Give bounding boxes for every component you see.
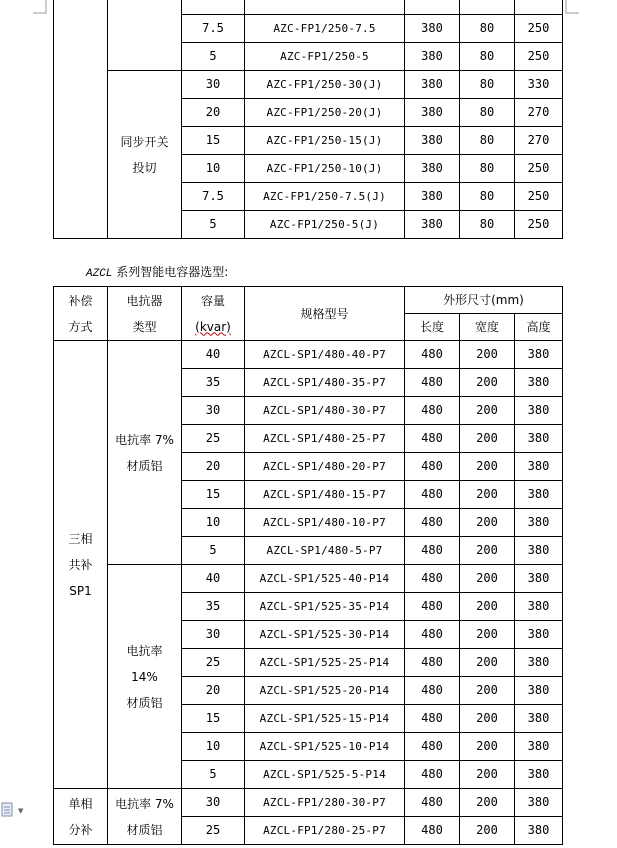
capacity-cell: 30 <box>182 71 245 99</box>
comp-mode-three-phase <box>54 341 108 789</box>
header-text: 补偿 <box>68 293 93 308</box>
capacity-cell: 40 <box>182 341 245 369</box>
length-cell: 380 <box>405 71 460 99</box>
model-cell: AZCL-SP1/525-20-P14 <box>245 677 405 705</box>
width-cell: 200 <box>460 341 515 369</box>
length-cell: 380 <box>405 127 460 155</box>
group-label-line: 同步开关 <box>120 134 169 149</box>
width-cell: 200 <box>460 509 515 537</box>
model-cell: AZCL-SP1/525-25-P14 <box>245 649 405 677</box>
reactor-line: 电抗率 7% <box>115 796 174 811</box>
model-cell: AZCL-SP1/525-30-P14 <box>245 621 405 649</box>
model-cell: AZCL-SP1/480-35-P7 <box>245 369 405 397</box>
length-cell: 480 <box>405 789 460 817</box>
capacity-cell: 5 <box>182 761 245 789</box>
height-cell: 270 <box>515 99 563 127</box>
model-cell: AZCL-SP1/480-40-P7 <box>245 341 405 369</box>
model-cell: AZCL-SP1/525-15-P14 <box>245 705 405 733</box>
height-cell: 380 <box>515 509 563 537</box>
model-cell: AZC-FP1/250-30(J) <box>245 71 405 99</box>
width-cell: 200 <box>460 481 515 509</box>
length-cell: 480 <box>405 677 460 705</box>
header-row <box>54 287 563 314</box>
reactor-line: 材质铝 <box>126 822 163 837</box>
capacity-cell: 40 <box>182 565 245 593</box>
reactor-line: 电抗率 <box>126 643 163 658</box>
header-text: 容量 <box>200 293 225 308</box>
model-cell: AZCL-SP1/480-15-P7 <box>245 481 405 509</box>
table-caption <box>86 263 228 280</box>
reactor-line: 14% <box>131 669 158 684</box>
caption-text: 系列智能电容器选型: <box>112 265 229 279</box>
length-cell: 480 <box>405 537 460 565</box>
width-cell: 200 <box>460 425 515 453</box>
model-cell: AZCL-SP1/480-10-P7 <box>245 509 405 537</box>
height-cell: 380 <box>515 425 563 453</box>
length-cell: 380 <box>405 155 460 183</box>
header-text: 电抗器 <box>126 293 163 308</box>
width-cell: 80 <box>460 15 515 43</box>
length-cell: 380 <box>405 183 460 211</box>
length-cell: 480 <box>405 425 460 453</box>
width-cell: 200 <box>460 817 515 845</box>
width-cell: 80 <box>460 183 515 211</box>
width-cell: 80 <box>460 211 515 239</box>
height-cell: 380 <box>515 537 563 565</box>
length-cell: 480 <box>405 761 460 789</box>
height-cell: 380 <box>515 397 563 425</box>
capacity-cell: 20 <box>182 99 245 127</box>
width-cell: 200 <box>460 649 515 677</box>
comp-mode-cell <box>54 0 108 239</box>
header-text: 类型 <box>132 319 157 334</box>
capacity-cell: 20 <box>182 677 245 705</box>
comp-mode-line: 分补 <box>68 822 93 837</box>
height-cell: 250 <box>515 43 563 71</box>
model-cell: AZCL-SP1/525-5-P14 <box>245 761 405 789</box>
header-model: 规格型号 <box>245 287 405 341</box>
width-cell: 200 <box>460 565 515 593</box>
header-height: 高度 <box>515 314 563 341</box>
length-cell: 480 <box>405 733 460 761</box>
caption-prefix: AZCL <box>86 268 113 280</box>
height-cell: 250 <box>515 183 563 211</box>
length-cell: 380 <box>405 211 460 239</box>
width-cell: 200 <box>460 369 515 397</box>
width-cell: 80 <box>460 155 515 183</box>
width-cell: 200 <box>460 705 515 733</box>
capacity-cell: 5 <box>182 211 245 239</box>
length-cell: 480 <box>405 649 460 677</box>
reactor-group-7 <box>108 341 182 565</box>
length-cell: 480 <box>405 481 460 509</box>
reactor-line: 电抗率 7% <box>115 432 174 447</box>
capacity-cell: 35 <box>182 593 245 621</box>
model-cell: AZC-FP1/250-5(J) <box>245 211 405 239</box>
length-cell: 480 <box>405 705 460 733</box>
height-cell: 380 <box>515 565 563 593</box>
width-cell: 200 <box>460 453 515 481</box>
table-row <box>54 565 563 593</box>
reactor-line: 材质铝 <box>126 695 163 710</box>
width-cell: 80 <box>460 71 515 99</box>
length-cell: 480 <box>405 341 460 369</box>
capacity-cell: 30 <box>182 621 245 649</box>
reactor-type-cell <box>108 0 182 71</box>
length-cell: 380 <box>405 15 460 43</box>
model-cell: AZCL-SP1/525-10-P14 <box>245 733 405 761</box>
width-cell: 200 <box>460 397 515 425</box>
height-cell: 380 <box>515 677 563 705</box>
capacity-cell: 10 <box>182 733 245 761</box>
length-cell: 380 <box>405 99 460 127</box>
model-cell: AZC-FP1/250-20(J) <box>245 99 405 127</box>
width-cell: 80 <box>460 99 515 127</box>
model-cell: AZC-FP1/250-10(J) <box>245 155 405 183</box>
comp-mode-single-phase <box>54 789 108 845</box>
model-cell: AZC-FP1/250-15(J) <box>245 127 405 155</box>
table-row <box>54 0 563 15</box>
chevron-down-icon[interactable]: ▼ <box>18 807 24 815</box>
width-cell: 200 <box>460 621 515 649</box>
height-cell: 250 <box>515 15 563 43</box>
width-cell: 80 <box>460 127 515 155</box>
capacity-cell: 20 <box>182 453 245 481</box>
height-cell: 380 <box>515 341 563 369</box>
width-cell: 200 <box>460 761 515 789</box>
height-cell: 380 <box>515 789 563 817</box>
model-cell: AZCL-SP1/525-35-P14 <box>245 593 405 621</box>
capacity-cell: 5 <box>182 43 245 71</box>
comp-mode-line: 三相 <box>68 531 93 546</box>
capacity-cell: 30 <box>182 397 245 425</box>
height-cell: 330 <box>515 71 563 99</box>
reactor-group-14 <box>108 565 182 789</box>
header-width: 宽度 <box>460 314 515 341</box>
height-cell: 380 <box>515 733 563 761</box>
model-cell: AZC-FP1/250-7.5(J) <box>245 183 405 211</box>
comp-mode-line: 单相 <box>68 796 93 811</box>
group-label-line: 投切 <box>132 160 157 175</box>
header-length: 长度 <box>405 314 460 341</box>
header-text: 方式 <box>68 319 93 334</box>
header-dimensions: 外形尺寸(mm) <box>405 287 563 314</box>
height-cell: 380 <box>515 621 563 649</box>
width-cell: 200 <box>460 733 515 761</box>
capacity-cell: 10 <box>182 155 245 183</box>
group-label-sync-switch <box>108 71 182 239</box>
length-cell: 480 <box>405 621 460 649</box>
width-cell: 200 <box>460 677 515 705</box>
capacity-cell: 7.5 <box>182 15 245 43</box>
width-cell: 200 <box>460 789 515 817</box>
capacity-cell: 15 <box>182 705 245 733</box>
capacity-cell: 15 <box>182 127 245 155</box>
height-cell: 250 <box>515 155 563 183</box>
capacity-cell: 35 <box>182 369 245 397</box>
capacity-cell: 15 <box>182 481 245 509</box>
height-cell: 250 <box>515 211 563 239</box>
width-cell: 200 <box>460 537 515 565</box>
length-cell: 480 <box>405 509 460 537</box>
capacity-cell: 7.5 <box>182 183 245 211</box>
crop-mark-icon <box>33 0 47 14</box>
length-cell: 480 <box>405 565 460 593</box>
model-cell: AZC-FP1/250-7.5 <box>245 15 405 43</box>
width-cell: 200 <box>460 593 515 621</box>
width-cell: 80 <box>460 43 515 71</box>
table-row <box>54 71 563 99</box>
model-cell: AZCL-SP1/480-25-P7 <box>245 425 405 453</box>
height-cell: 380 <box>515 593 563 621</box>
header-comp-mode <box>54 287 108 341</box>
crop-mark-icon <box>565 0 579 14</box>
height-cell: 380 <box>515 369 563 397</box>
capacity-cell: 25 <box>182 425 245 453</box>
length-cell: 480 <box>405 397 460 425</box>
paste-options-icon[interactable] <box>1 802 15 818</box>
length-cell: 480 <box>405 817 460 845</box>
table-fp1-continued <box>53 0 563 239</box>
model-cell: AZCL-SP1/525-40-P14 <box>245 565 405 593</box>
capacity-cell: 5 <box>182 537 245 565</box>
height-cell: 380 <box>515 761 563 789</box>
height-cell: 380 <box>515 705 563 733</box>
height-cell: 380 <box>515 817 563 845</box>
height-cell: 380 <box>515 453 563 481</box>
header-reactor-type <box>108 287 182 341</box>
height-cell: 380 <box>515 649 563 677</box>
model-cell: AZCL-FP1/280-30-P7 <box>245 789 405 817</box>
length-cell: 380 <box>405 43 460 71</box>
model-cell: AZCL-SP1/480-30-P7 <box>245 397 405 425</box>
model-cell: AZCL-SP1/480-20-P7 <box>245 453 405 481</box>
table-azcl-selection <box>53 286 563 845</box>
capacity-cell: 25 <box>182 649 245 677</box>
capacity-cell: 25 <box>182 817 245 845</box>
header-capacity <box>182 287 245 341</box>
capacity-cell: 10 <box>182 509 245 537</box>
reactor-group-single <box>108 789 182 845</box>
length-cell: 480 <box>405 453 460 481</box>
reactor-line: 材质铝 <box>126 458 163 473</box>
length-cell: 480 <box>405 369 460 397</box>
comp-mode-line: SP1 <box>69 583 92 598</box>
length-cell: 480 <box>405 593 460 621</box>
height-cell: 270 <box>515 127 563 155</box>
model-cell: AZC-FP1/250-5 <box>245 43 405 71</box>
model-cell: AZCL-SP1/480-5-P7 <box>245 537 405 565</box>
table-row <box>54 341 563 369</box>
height-cell: 380 <box>515 481 563 509</box>
table-row <box>54 789 563 817</box>
comp-mode-line: 共补 <box>68 557 93 572</box>
header-text: (kvar) <box>195 319 231 334</box>
model-cell: AZCL-FP1/280-25-P7 <box>245 817 405 845</box>
capacity-cell: 30 <box>182 789 245 817</box>
